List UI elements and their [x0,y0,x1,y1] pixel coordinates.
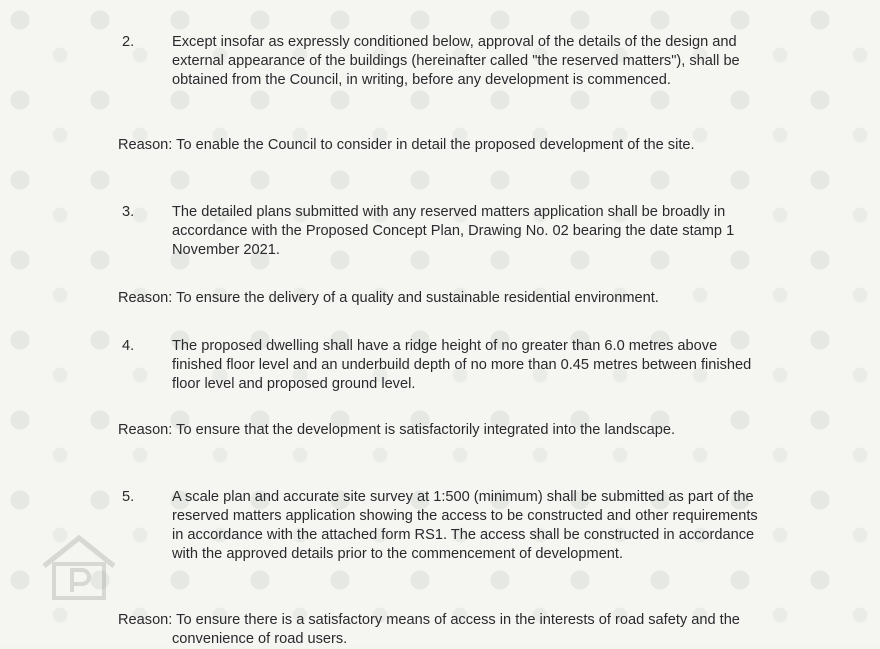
condition-5 [118,488,768,564]
condition-text: The proposed dwelling shall have a ridge height of no greater than 6.0 metres above finished floor level and an underbuild depth of no more than 0.45 metres between finished floor level and proposed ground level. [172,338,752,392]
condition-number: 3. [122,204,135,220]
condition-text: A scale plan and accurate site survey at 1:500 (minimum) shall be submitted as part of the reserved matters application showing the access to be constructed and other requirements in accordance with the attached form RS1. The access shall be constructed in accordance with the approved details prior to the commencement of development. [172,489,758,562]
condition-2 [118,33,768,90]
condition-number: 5. [122,489,135,505]
reason-4: Reason: To ensure that the development is satisfactorily integrated into the landscape. [118,422,676,438]
condition-number: 2. [122,34,135,50]
condition-number: 4. [122,338,135,354]
reason-2: Reason: To enable the Council to consider in detail the proposed development of the site. [118,137,695,153]
condition-text: Except insofar as expressly conditioned below, approval of the details of the design and external appearance of the buildings (hereinafter called "the reserved matters"), shall be obtained from the Council, in writing, before any development is commenced. [172,34,740,88]
condition-3 [118,203,768,260]
condition-4 [118,337,768,394]
condition-text: The detailed plans submitted with any reserved matters application shall be broadly in accordance with the Proposed Concept Plan, Drawing No. 02 bearing the date stamp 1 November 2021. [172,204,735,258]
reason-5: Reason: To ensure there is a satisfactory means of access in the interests of road safety and the convenience of road users. [118,612,740,647]
reason-3: Reason: To ensure the delivery of a quality and sustainable residential environment. [118,290,659,306]
